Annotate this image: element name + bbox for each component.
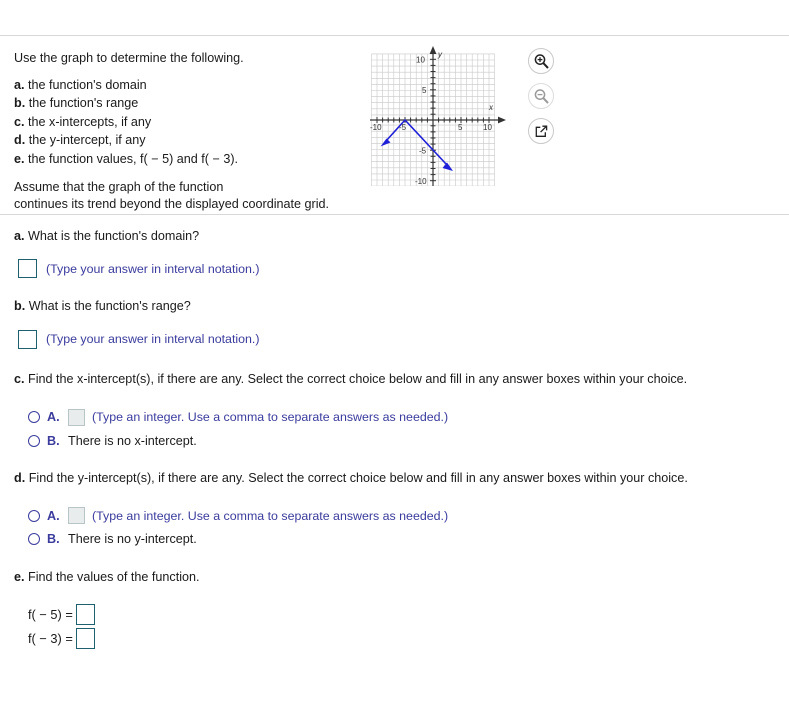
question-a-hint: (Type your answer in interval notation.) [46,261,260,276]
function-value-row-1 [28,604,775,625]
open-in-new-window-icon [534,124,549,139]
problem-item-b [14,94,364,112]
problem-assumption-line2: continues its trend beyond the displayed coordinate grid. [14,197,330,212]
question-d-choice-b-letter: B. [47,532,60,547]
problem-item-d [14,131,364,149]
problem-item-list [14,76,364,168]
xtick-neg10: -10 [370,123,382,132]
question-d-text: Find the y-intercept(s), if there are any. Select the correct choice below and fill in any answer boxes within your choice. [28,470,688,485]
function-curve [381,120,454,171]
problem-item-e-text: the function values, f( − 5) and f( − 3). [28,151,239,166]
question-d-choice-a-letter: A. [47,508,60,523]
function-value-input-2[interactable] [76,628,95,649]
question-d-choice-a[interactable] [28,507,775,524]
question-b-letter: b. [14,299,26,314]
question-d-letter: d. [14,470,26,485]
problem-item-e-letter: e. [14,151,25,166]
question-d-choice-a-hint: (Type an integer. Use a comma to separate answers as needed.) [92,508,449,523]
problem-item-e [14,150,364,168]
xtick-10: 10 [483,123,492,132]
problem-item-a [14,76,364,94]
zoom-out-button[interactable] [528,83,554,109]
question-d-radio-a[interactable] [28,510,40,522]
question-b-answer-row [18,330,775,349]
question-b-text: What is the function's range? [28,299,191,314]
question-d-choice-b[interactable] [28,532,775,546]
question-a-answer-input[interactable] [18,259,37,278]
zoom-in-icon [533,53,550,70]
question-a-answer-row [18,259,775,278]
graph-tool-buttons [528,48,554,144]
xtick-neg5: -5 [399,123,407,132]
problem-lead: Use the graph to determine the following. [14,51,244,65]
ytick-10: 10 [416,55,425,65]
ytick-5: 5 [422,86,427,95]
problem-item-c-text: the x-intercepts, if any [28,114,152,129]
problem-item-c [14,113,364,131]
coordinate-graph[interactable] [370,46,510,186]
problem-assumption-line1: Assume that the graph of the function [14,179,224,194]
question-b-prompt [14,298,775,316]
question-a-text: What is the function's domain? [28,228,200,243]
y-axis-label: y [438,50,442,59]
function-value-input-1[interactable] [76,604,95,625]
question-e-prompt [14,569,775,587]
axes [370,46,506,186]
question-c-text: Find the x-intercept(s), if there are any. Select the correct choice below and fill in any answer boxes within your choice. [28,371,688,386]
ytick-neg10: -10 [415,177,427,186]
question-c-prompt [14,371,775,389]
question-a-section [0,215,789,279]
x-axis-label: x [489,103,493,112]
question-c-choice-a[interactable] [28,409,775,426]
problem-item-d-text: the y-intercept, if any [28,133,146,148]
question-e-letter: e. [14,570,25,585]
question-c-letter: c. [14,371,25,386]
question-d-choice-b-label: There is no y-intercept. [68,532,197,547]
problem-item-a-text: the function's domain [28,78,147,92]
problem-item-b-letter: b. [14,96,26,111]
function-value-label-1: f( − 5) = [28,606,73,622]
question-a-letter: a. [14,228,25,243]
question-c-choice-b-letter: B. [47,433,60,448]
question-c-choice-a-letter: A. [47,410,60,424]
question-e-section [0,546,789,649]
function-value-row-2 [28,628,775,649]
question-c-radio-b[interactable] [28,435,40,447]
xtick-5: 5 [458,123,463,132]
question-b-hint: (Type your answer in interval notation.) [46,332,260,347]
problem-statement [0,36,789,214]
problem-item-c-letter: c. [14,114,25,129]
question-d-radio-b[interactable] [28,533,40,545]
question-c-choice-a-hint: (Type an integer. Use a comma to separate answers as needed.) [92,410,449,424]
problem-assumption [14,179,364,214]
question-c-section [0,349,789,448]
question-d-prompt [14,470,775,488]
question-c-radio-a[interactable] [28,411,40,423]
problem-text-block [14,50,364,214]
question-d-choice-a-input[interactable] [68,507,85,524]
question-d-section [0,448,789,547]
question-c-choice-b[interactable] [28,434,775,448]
question-c-choice-b-label: There is no x-intercept. [68,433,197,448]
ytick-neg5: -5 [419,146,427,156]
graph-svg [370,46,510,186]
problem-item-d-letter: d. [14,133,26,148]
question-e-text: Find the values of the function. [28,570,200,585]
zoom-out-icon [533,88,550,105]
expand-graph-button[interactable] [528,118,554,144]
question-a-prompt [14,228,775,246]
question-b-section [0,278,789,349]
problem-item-a-letter: a. [14,78,25,92]
question-b-answer-input[interactable] [18,330,37,349]
problem-item-b-text: the function's range [28,96,139,111]
zoom-in-button[interactable] [528,48,554,74]
question-c-choice-a-input[interactable] [68,409,85,426]
function-value-label-2: f( − 3) = [28,630,73,646]
